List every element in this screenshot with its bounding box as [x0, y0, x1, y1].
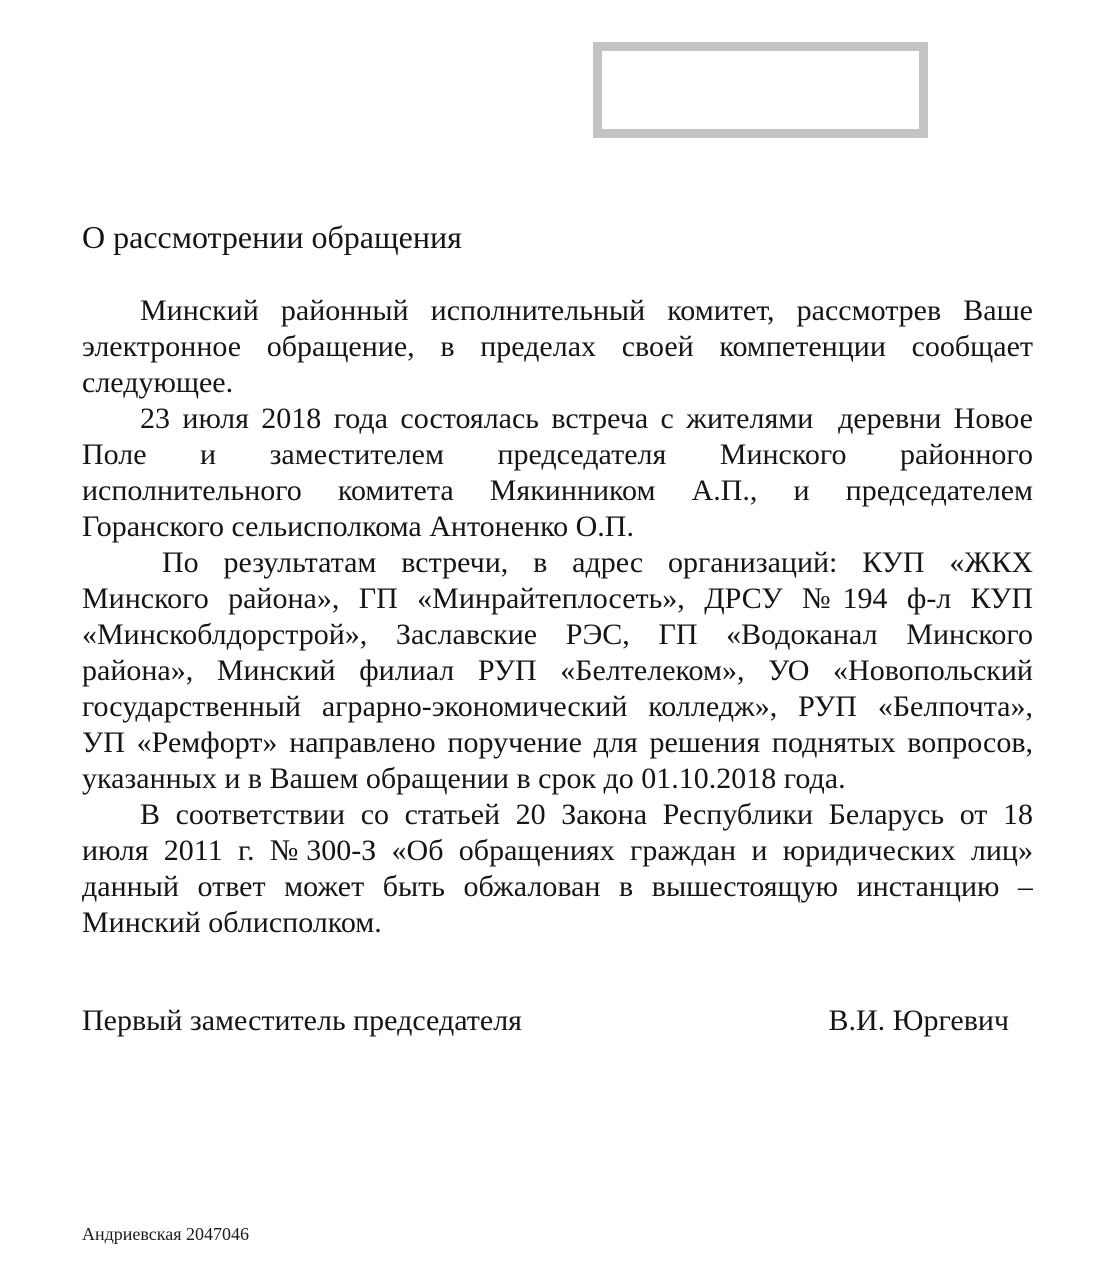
executor-reference: Андриевская 2047046 — [82, 1224, 250, 1244]
paragraph-line: Минского района», ГП «Минрайтеплосеть», ДРСУ №194 ф-л КУП — [82, 582, 1033, 615]
paragraph-line: Минский облисполком. — [82, 906, 382, 939]
paragraph-line: Горанского сельисполкома Антоненко О.П. — [82, 510, 634, 543]
paragraph-line: района», Минский филиал РУП «Белтелеком», УО «Новопольский — [82, 654, 1033, 687]
paragraph-line: государственный аграрно-экономический колледж», РУП «Белпочта», — [82, 690, 1033, 723]
paragraph-line: УП «Ремфорт» направлено поручение для решения поднятых вопросов, — [82, 726, 1033, 759]
paragraph-line: 23 июля 2018 года состоялась встреча с жителями деревни Новое — [140, 402, 1033, 435]
paragraph-line: исполнительного комитета Мякинником А.П., и председателем — [82, 474, 1033, 507]
paragraph-line: указанных и в Вашем обращении в срок до 01.10.2018 года. — [82, 762, 846, 795]
signatory-position: Первый заместитель председателя — [82, 1004, 522, 1037]
paragraph-line: «Минскоблдорстрой», Заславские РЭС, ГП «Водоканал Минского — [82, 618, 1033, 651]
signature-row — [82, 1003, 1033, 1039]
paragraph-line: Поле и заместителем председателя Минского районного — [82, 438, 1033, 471]
signatory-name: В.И. Юргевич — [828, 1004, 1009, 1037]
paragraph-line: июля 2011 г. №300-З «Об обращениях граждан и юридических лиц» — [82, 834, 1033, 867]
paragraph-line: следующее. — [82, 366, 234, 399]
paragraph-line: данный ответ может быть обжалован в вышестоящую инстанцию – — [82, 870, 1033, 903]
letter-body — [82, 293, 1033, 941]
letter-subject: О рассмотрении обращения — [82, 219, 462, 255]
paragraph-line: электронное обращение, в пределах своей компетенции сообщает — [82, 330, 1033, 363]
stamp-placeholder-box — [593, 42, 928, 138]
paragraph-line: По результатам встречи, в адрес организаций: КУП «ЖКХ — [162, 546, 1033, 579]
paragraph-line: Минский районный исполнительный комитет, рассмотрев Ваше — [140, 294, 1033, 327]
paragraph-line: В соответствии со статьей 20 Закона Республики Беларусь от 18 — [140, 798, 1033, 831]
